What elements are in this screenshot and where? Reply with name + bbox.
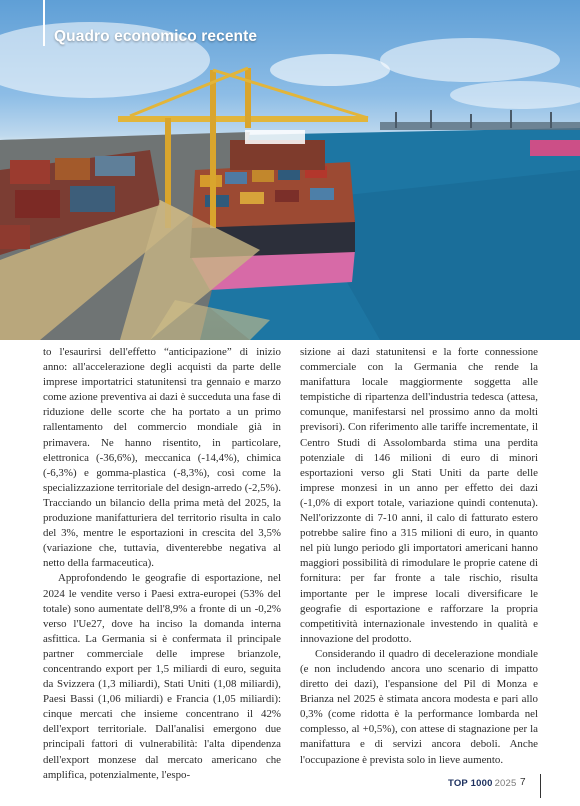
paragraph: Considerando il quadro di decelerazione mondiale (e non includendo ancora uno scenario di impatto diretto dei dazi), l'espansione del Pil di Monza e Brianza nel 2025 è stimata ancora modesta e pari allo 0,3% (come ridotta è la performance lombarda nel complesso, al +0,5%), con attese di stagnazione per la manifattura e di servizi ancora deboli. Anche l'occupazione è prevista solo in lieve aumento. (300, 647, 538, 766)
section-title: Quadro economico recente (54, 28, 258, 45)
paragraph: to l'esaurirsi dell'effetto “anticipazione” di inizio anno: all'accelerazione degli acquisti da parte delle imprese importatrici statunitensi tra gennaio e marzo come azione preventiva ai dazi è succeduta una fase di riduzione delle scorte che ha portato a un primo rallentamento del commercio mondiale già in primavera. Ne hanno risentito, in particolare, elettronica (-36,6%), meccanica (-14,4%), chimica (-6,3%) e gomma-plastica (-8,3%), così come la specializzazione territoriale del design-arredo (-2,5%). Tracciando un bilancio della prima metà del 2025, la produzione manifatturiera del territorio risulta in calo del 3%, mentre le esportazioni in crescita del 3,5% (variazione che, tuttavia, diventerebbe negativa al netto della farmaceutica). (43, 346, 281, 570)
article-body (43, 345, 543, 785)
article-right-column (300, 345, 538, 768)
container-ship-port-photo-icon (0, 0, 580, 340)
brand-year: 2025 (494, 778, 517, 789)
paragraph: sizione ai dazi statunitensi e la forte connessione commerciale con la Germania che rende la manifattura locale maggiormente soggetta alle tempistiche di ripartenza dell'industria tedesca (attesa, comunque, manifestarsi nel prossimo anno da molti previsori). Con riferimento alle tariffe incrementate, il Centro Studi di Assolombarda stima una perdita potenziale di 146 milioni di euro di minori esportazioni verso gli Stati Uniti da parte delle imprese monzesi in un anno per effetto dei dazi (-1,0% di export totale, variazione quindi contenuta). Nell'orizzonte di 7-10 anni, il calo di fatturato estero potrebbe salire fino a 315 milioni di euro, in quanto nel più lungo periodo gli importatori americani hanno maggiori possibilità di rimodulare le proprie catene di fornitura: per far fronte a tale rischio, risulta importante per le imprese locali diversificare le geografie di esportazione e rafforzare la propria competitività internazionale investendo in qualità e innovazione del prodotto. (300, 346, 538, 645)
brand-name: TOP 1000 (448, 778, 493, 789)
title-accent-rule (43, 0, 45, 46)
page-number-rule (540, 774, 541, 798)
paragraph: Approfondendo le geografie di esportazione, nel 2024 le vendite verso i Paesi extra-europei (53% del totale) sono aumentate dell'8,9% a fronte di un -0,2% verso l'Ue27, dove ha inciso la domanda interna asfittica. La Germania si è confermata il principale partner commerciale delle imprese brianzole, concentrando export per 1,5 miliardi di euro, seguita da Svizzera (1,3 miliardi), Stati Uniti (1,08 miliardi), Paesi Bassi (1,06 miliardi) e Francia (1,05 miliardi): cinque mercati che insieme concentrano il 42% dell'export territoriale. Dall'analisi emergono due principali fattori di vulnerabilità: l'alta dipendenza dell'export monzese dal mercato americano che amplifica, potenzialmente, l'espo- (43, 572, 281, 781)
page-number: 7 (520, 777, 526, 788)
hero-photo (0, 0, 580, 340)
publication-brand (448, 778, 517, 789)
article-left-column (43, 345, 281, 783)
page-footer (0, 778, 580, 802)
